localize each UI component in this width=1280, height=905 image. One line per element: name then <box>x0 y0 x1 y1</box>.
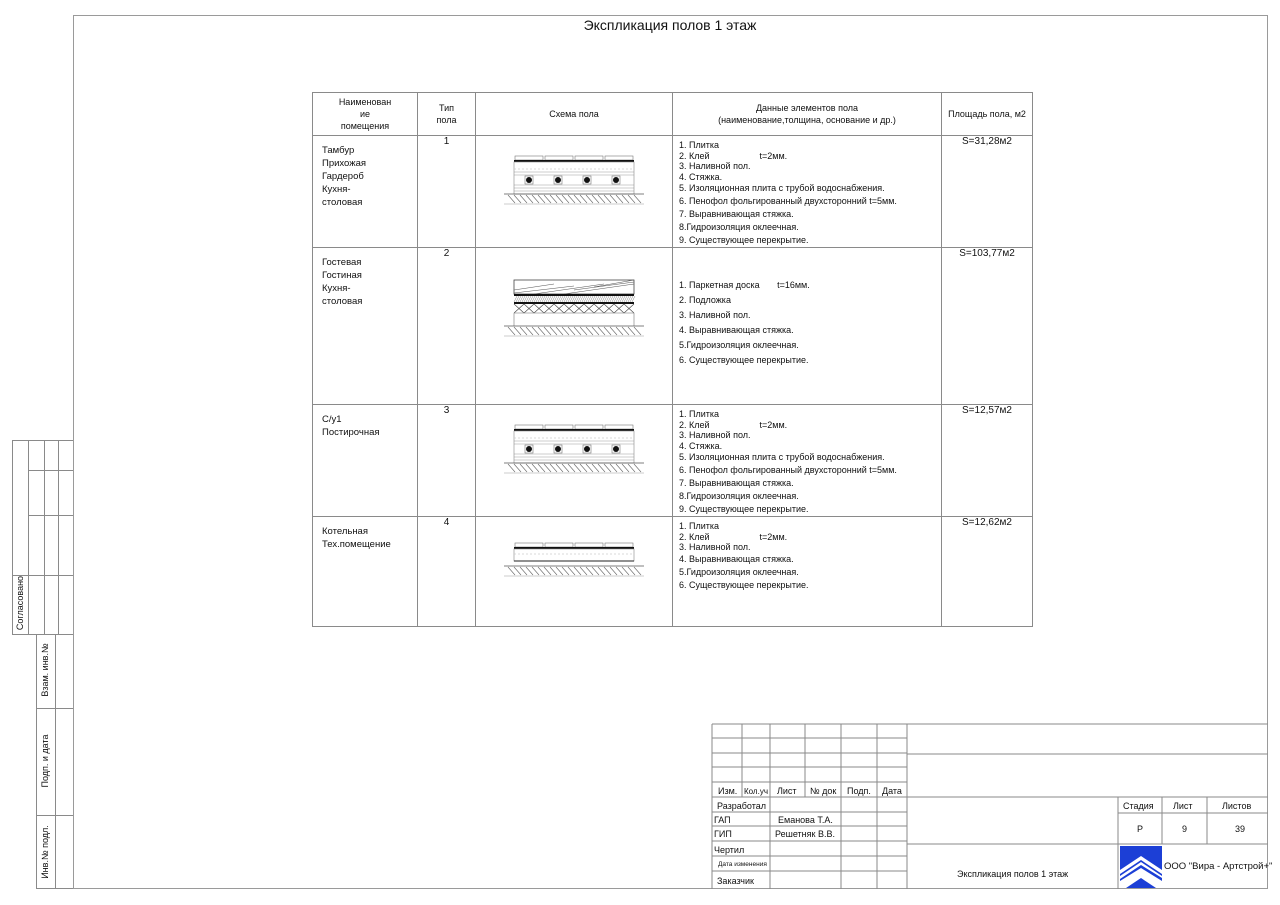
floor-layer-item: 9. Существующее перекрытие. <box>679 235 809 245</box>
floor-layer-item: 3. Наливной пол. <box>679 310 751 320</box>
room-name: Гостиная <box>322 270 362 281</box>
header-text: Площадь пола, м2 <box>948 109 1026 119</box>
room-name: столовая <box>322 197 363 208</box>
header-text: Схема пола <box>549 109 599 119</box>
floor-area-value: S=12,62м2 <box>962 517 1012 528</box>
podp-data-label: Подп. и дата <box>40 734 50 788</box>
sheets-value: 39 <box>1235 824 1246 834</box>
floor-layer-item: 2. Клей t=2мм. <box>679 150 788 161</box>
floor-layer-item: 1. Плитка <box>679 140 720 150</box>
floor-layer-item: 1. Плитка <box>679 409 720 419</box>
gip-label: ГИП <box>714 829 732 839</box>
floor-layer-item: 3. Наливной пол. <box>679 430 751 440</box>
room-name: Кухня- <box>322 283 351 294</box>
room-name: Прихожая <box>322 158 367 169</box>
gap-name: Еманова Т.А. <box>778 815 833 825</box>
floor-layer-item: 5. Изоляционная плита с трубой водоснабжения. <box>679 183 885 193</box>
developed-label: Разработал <box>717 801 766 811</box>
floor-layer-item: 2. Клей t=2мм. <box>679 531 788 542</box>
inv-podl-label: Инв.№ подл. <box>40 825 50 879</box>
floor-layer-item: 2. Подложка <box>679 295 731 305</box>
floor-type-number: 2 <box>443 248 450 259</box>
room-name: Постирочная <box>322 427 380 438</box>
floor-area-value: S=103,77м2 <box>959 248 1015 259</box>
vzam-inv-label: Взам. инв.№ <box>40 643 50 697</box>
header-text: Наименован ие помещения <box>338 97 392 131</box>
floor-layer-item: 4. Выравнивающая стяжка. <box>679 325 794 335</box>
drawing-name: Экспликация полов 1 этаж <box>957 869 1069 879</box>
company-name: ООО "Вира - Артстрой+" <box>1164 861 1273 872</box>
floor-layer-item: 4. Стяжка. <box>679 171 723 182</box>
room-name: столовая <box>322 296 363 307</box>
gap-label: ГАП <box>714 815 731 825</box>
floor-type-number: 1 <box>443 136 450 147</box>
sheet-value: 9 <box>1182 824 1188 834</box>
floor-layer-item: 2. Клей t=2мм. <box>679 419 788 430</box>
room-name: Кухня- <box>322 184 351 195</box>
floor-layer-item: 5.Гидроизоляция оклеечная. <box>679 566 799 577</box>
room-name: Котельная <box>322 526 368 537</box>
floor-layer-item: 8.Гидроизоляция оклеечная. <box>679 491 799 501</box>
floor-layer-item: 8.Гидроизоляция оклеечная. <box>679 222 799 232</box>
company-logo-icon <box>1120 846 1162 888</box>
floor-type-number: 4 <box>443 517 450 528</box>
col-kol-uch: Кол.уч <box>744 787 768 796</box>
floor-layer-item: 5. Изоляционная плита с трубой водоснабжения. <box>679 452 885 462</box>
header-text: Тип пола <box>436 103 457 125</box>
col-list: Лист <box>777 786 797 796</box>
sheets-label: Листов <box>1222 801 1252 811</box>
room-name: Тех.помещение <box>322 539 391 550</box>
floor-layer-item: 4. Стяжка. <box>679 440 723 451</box>
floor-layer-item: 7. Выравнивающая стяжка. <box>679 478 794 488</box>
floor-layer-item: 6. Существующее перекрытие. <box>679 355 809 365</box>
header-text: Данные элементов пола (наименование,толщина, основание и др.) <box>718 103 896 125</box>
agreed-label: Согласовано <box>15 575 25 631</box>
room-name: Гостевая <box>322 257 362 268</box>
stage-value: Р <box>1137 824 1144 834</box>
col-podp: Подп. <box>847 786 871 796</box>
floor-layer-item: 6. Пенофол фольгированный двухсторонний t=5мм. <box>679 196 897 206</box>
stage-label: Стадия <box>1123 801 1154 811</box>
floor-layer-item: 4. Выравнивающая стяжка. <box>679 553 794 564</box>
drew-label: Чертил <box>714 845 745 855</box>
col-date: Дата <box>882 786 902 796</box>
room-name: Гардероб <box>322 171 364 182</box>
floor-type-number: 3 <box>443 405 450 416</box>
gip-name: Решетняк В.В. <box>775 829 835 839</box>
floor-area-value: S=31,28м2 <box>962 136 1012 147</box>
sheet-title: Экспликация полов 1 этаж <box>583 17 757 33</box>
floor-area-value: S=12,57м2 <box>962 405 1012 416</box>
col-izm: Изм. <box>718 786 738 796</box>
floor-layer-item: 1. Плитка <box>679 521 720 531</box>
sheet-label: Лист <box>1173 801 1193 811</box>
floor-layer-item: 9. Существующее перекрытие. <box>679 504 809 514</box>
floor-layer-item: 7. Выравнивающая стяжка. <box>679 209 794 219</box>
floor-layer-item: 3. Наливной пол. <box>679 542 751 552</box>
floor-layer-item: 6. Пенофол фольгированный двухсторонний t=5мм. <box>679 465 897 475</box>
floor-layer-item: 1. Паркетная доска t=16мм. <box>679 280 810 290</box>
customer-label: Заказчик <box>717 876 754 886</box>
room-name: Тамбур <box>322 145 355 156</box>
floor-layer-item: 5.Гидроизоляция оклеечная. <box>679 340 799 350</box>
col-doc-no: № док <box>810 786 837 796</box>
floor-layer-item: 6. Существующее перекрытие. <box>679 579 809 590</box>
room-name: С/у1 <box>322 414 342 425</box>
change-date-label: Дата изменения <box>718 861 767 868</box>
floor-layer-item: 3. Наливной пол. <box>679 161 751 171</box>
